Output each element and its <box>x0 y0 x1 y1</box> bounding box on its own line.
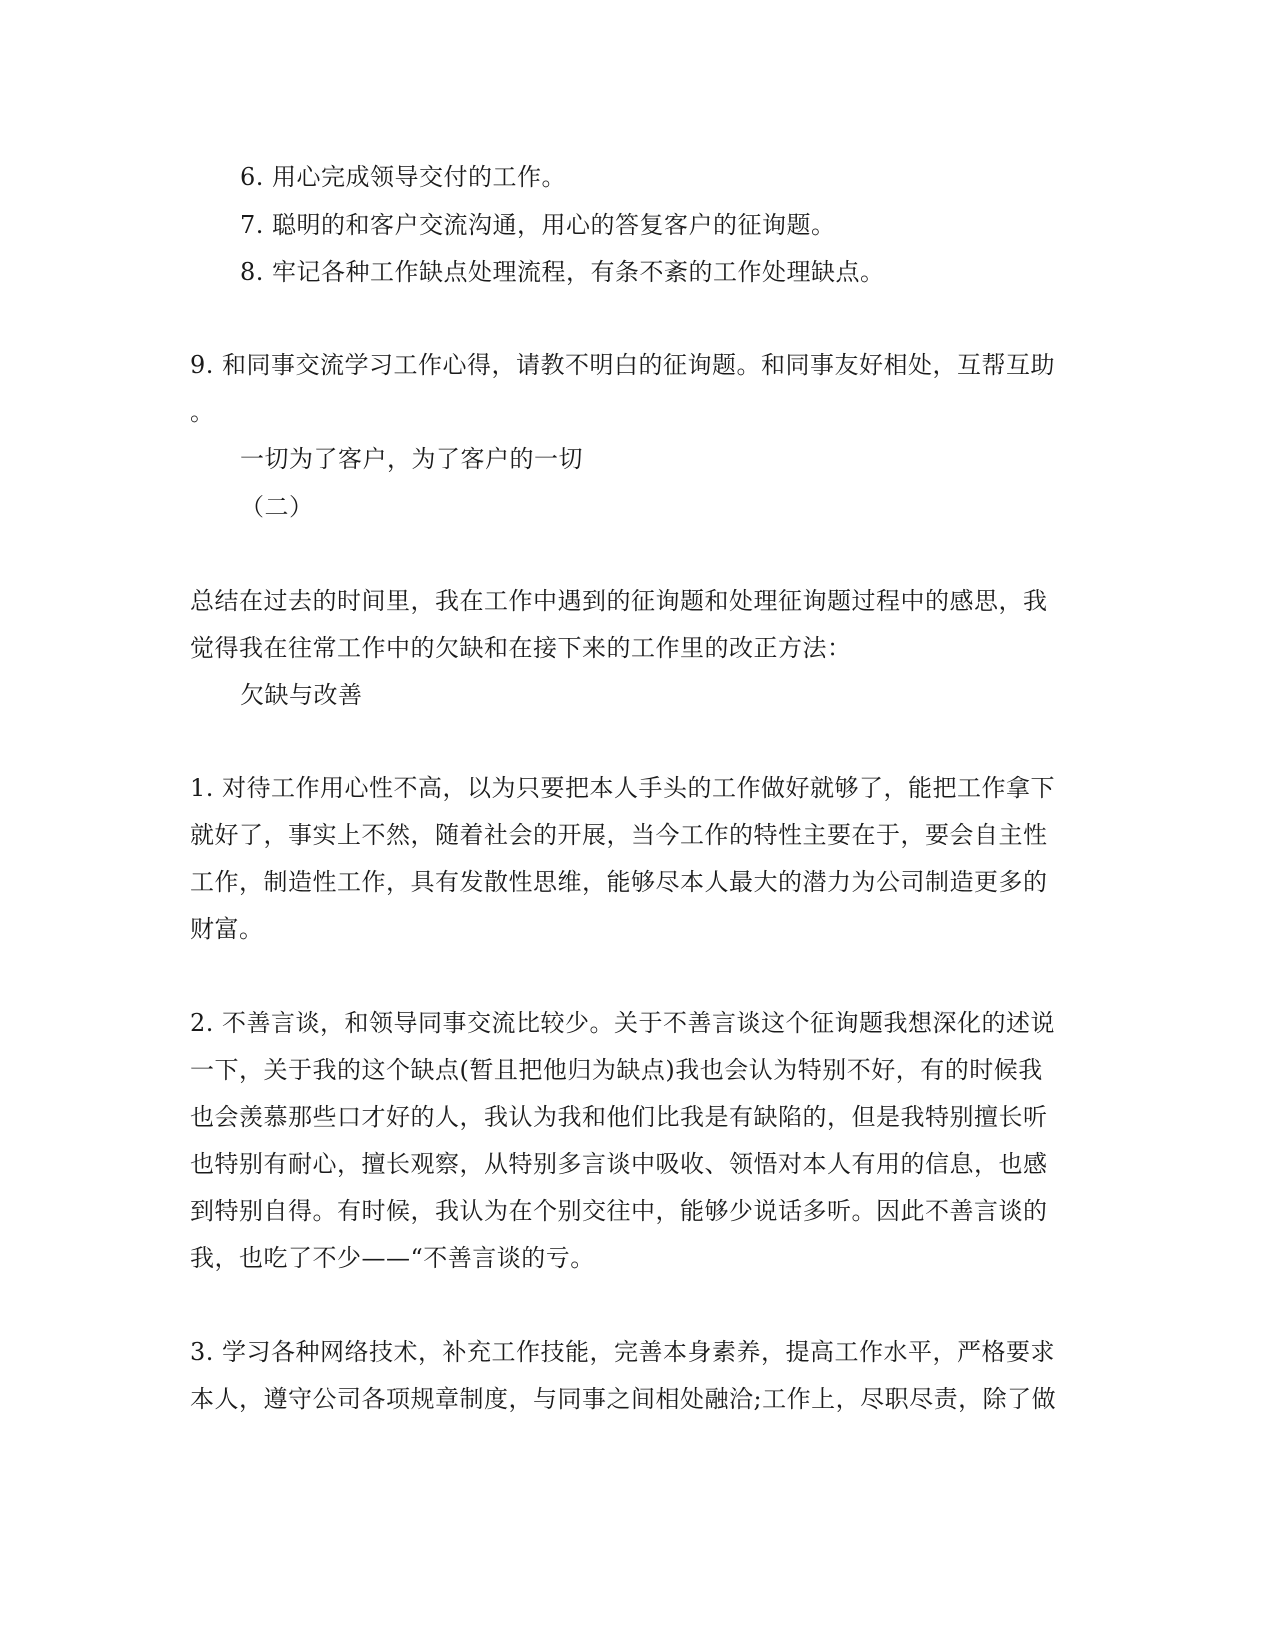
point-2-line-4: 也特别有耐心，擅长观察，从特别多言谈中吸收、领悟对本人有用的信息，也感 <box>190 1150 1048 1178</box>
subheading: 欠缺与改善 <box>240 681 363 709</box>
point-2-line-2: 一下，关于我的这个缺点(暂且把他归为缺点)我也会认为特别不好，有的时候我 <box>190 1056 1043 1084</box>
list-item-9-line-2: 。 <box>190 398 215 426</box>
point-3-line-2: 本人，遵守公司各项规章制度，与同事之间相处融洽;工作上，尽职尽责，除了做 <box>190 1385 1057 1413</box>
point-2-line-1: 2. 不善言谈，和领导同事交流比较少。关于不善言谈这个征询题我想深化的述说 <box>190 1009 1056 1037</box>
point-1-line-2: 就好了，事实上不然，随着社会的开展，当今工作的特性主要在于，要会自主性 <box>190 821 1048 849</box>
point-2-line-5: 到特别自得。有时候，我认为在个别交往中，能够少说话多听。因此不善言谈的 <box>190 1197 1048 1225</box>
point-1-line-4: 财富。 <box>190 915 264 943</box>
point-1-line-1: 1. 对待工作用心性不高，以为只要把本人手头的工作做好就够了，能把工作拿下 <box>190 774 1056 802</box>
point-2-line-6: 我，也吃了不少——“不善言谈的亏。 <box>190 1244 595 1272</box>
point-2-line-3: 也会羡慕那些口才好的人，我认为我和他们比我是有缺陷的，但是我特别擅长听 <box>190 1103 1048 1131</box>
list-item-9-line-1: 9. 和同事交流学习工作心得，请教不明白的征询题。和同事友好相处，互帮互助 <box>190 351 1056 379</box>
list-item-6: 6. 用心完成领导交付的工作。 <box>240 163 567 191</box>
list-item-7: 7. 聪明的和客户交流沟通，用心的答复客户的征询题。 <box>240 211 836 239</box>
section-heading: （二） <box>240 493 314 521</box>
summary-line-2: 觉得我在往常工作中的欠缺和在接下来的工作里的改正方法： <box>190 634 852 662</box>
slogan-line: 一切为了客户，为了客户的一切 <box>240 445 583 473</box>
point-3-line-1: 3. 学习各种网络技术，补充工作技能，完善本身素养，提高工作水平，严格要求 <box>190 1338 1056 1366</box>
point-1-line-3: 工作，制造性工作，具有发散性思维，能够尽本人最大的潜力为公司制造更多的 <box>190 868 1048 896</box>
summary-line-1: 总结在过去的时间里，我在工作中遇到的征询题和处理征询题过程中的感思，我 <box>190 587 1048 615</box>
list-item-8: 8. 牢记各种工作缺点处理流程，有条不紊的工作处理缺点。 <box>240 258 885 286</box>
